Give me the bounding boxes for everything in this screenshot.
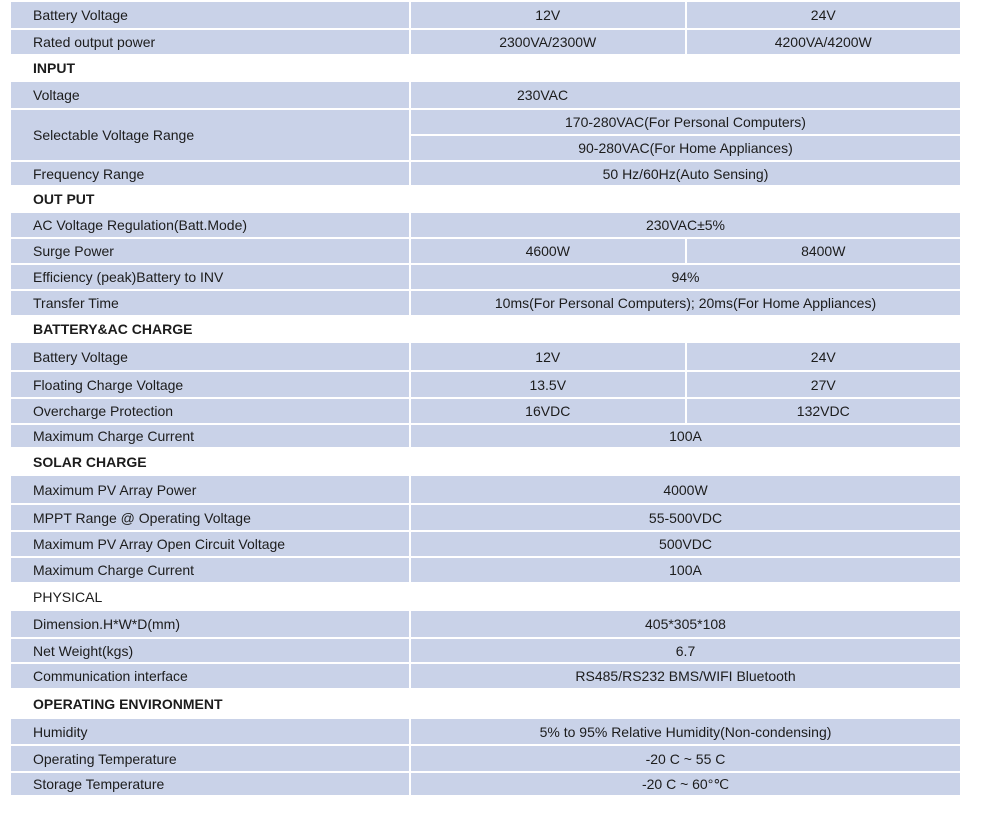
spec-value: 230VAC±5% [409,213,960,237]
spec-label: Transfer Time [33,295,119,311]
spec-value: 5% to 95% Relative Humidity(Non-condensing) [409,719,960,744]
spec-row [11,28,960,54]
spec-row [11,211,960,237]
section-header [11,315,960,341]
section-header [11,688,960,717]
spec-value: 4000W [409,476,960,503]
spec-value: 500VDC [409,532,960,556]
spec-label: Maximum Charge Current [33,562,195,578]
spec-label: AC Voltage Regulation(Batt.Mode) [33,217,248,233]
spec-label: Storage Temperature [33,776,165,792]
spec-row [11,80,960,108]
spec-value: 405*305*108 [409,611,960,637]
spec-row [11,289,960,315]
spec-row [11,474,960,503]
spec-label: Selectable Voltage Range [33,127,195,143]
spec-row [11,662,960,688]
spec-row [11,771,960,795]
spec-value: 8400W [685,239,961,263]
section-header [11,185,960,211]
spec-row [11,717,960,744]
spec-label: Dimension.H*W*D(mm) [33,616,181,632]
spec-value: 13.5V [409,372,685,397]
spec-value: 2300VA/2300W [409,30,685,54]
spec-value: 27V [685,372,961,397]
spec-label: Maximum Charge Current [33,428,195,444]
spec-label: Communication interface [33,668,188,684]
spec-row [11,423,960,447]
spec-value: 12V [409,2,685,28]
spec-label: Efficiency (peak)Battery to INV [33,269,224,285]
section-title: SOLAR CHARGE [33,453,147,470]
spec-value: 94% [409,265,960,289]
spec-row [11,503,960,530]
spec-row [11,370,960,397]
spec-row [11,609,960,637]
spec-label: MPPT Range @ Operating Voltage [33,509,251,526]
spec-label: Frequency Range [33,165,145,182]
spec-row [11,744,960,771]
spec-value: -20 C ~ 55 C [409,746,960,771]
spec-label: Maximum PV Array Power [33,481,197,498]
spec-value: 90-280VAC(For Home Appliances) [411,134,960,160]
section-header [11,54,960,80]
spec-value: 100A [409,558,960,582]
section-title: INPUT [33,60,75,76]
spec-value: 170-280VAC(For Personal Computers) [565,114,806,130]
spec-value: 4600W [409,239,685,263]
spec-value: 12V [409,343,685,370]
section-header [11,582,960,609]
spec-label: Net Weight(kgs) [33,642,134,659]
spec-row [11,556,960,582]
spec-row [11,341,960,370]
spec-label: Surge Power [33,243,114,259]
spec-value: 50 Hz/60Hz(Auto Sensing) [409,162,960,185]
spec-row [11,397,960,423]
spec-row [11,637,960,662]
spec-label: Overcharge Protection [33,403,174,419]
section-title: BATTERY&AC CHARGE [33,321,193,337]
spec-label: Floating Charge Voltage [33,376,184,393]
spec-table [11,0,960,795]
spec-value: -20 C ~ 60°℃ [409,773,960,795]
spec-label: Operating Temperature [33,750,177,767]
spec-label: Maximum PV Array Open Circuit Voltage [33,536,286,552]
spec-value: 4200VA/4200W [685,30,961,54]
section-title: OPERATING ENVIRONMENT [33,695,223,712]
spec-value: 24V [685,2,961,28]
spec-value: 16VDC [409,399,685,423]
spec-value: 10ms(For Personal Computers); 20ms(For Home Appliances) [409,291,960,315]
spec-value: RS485/RS232 BMS/WIFI Bluetooth [409,664,960,688]
section-title: PHYSICAL [33,588,103,605]
spec-row [11,263,960,289]
spec-value: 230VAC [409,82,960,108]
spec-value: 24V [685,343,961,370]
spec-value: 132VDC [685,399,961,423]
spec-label: Rated output power [33,34,156,50]
spec-value: 6.7 [409,639,960,662]
spec-value: 55-500VDC [409,505,960,530]
spec-row [11,530,960,556]
spec-row [11,108,960,160]
spec-label: Voltage [33,87,80,103]
section-header [11,447,960,474]
spec-label: Battery Voltage [33,348,128,365]
spec-value: 100A [409,425,960,447]
spec-row [11,0,960,28]
section-title: OUT PUT [33,191,95,207]
spec-row [11,160,960,185]
spec-row [11,237,960,263]
spec-label: Battery Voltage [33,7,128,23]
spec-label: Humidity [33,723,88,740]
